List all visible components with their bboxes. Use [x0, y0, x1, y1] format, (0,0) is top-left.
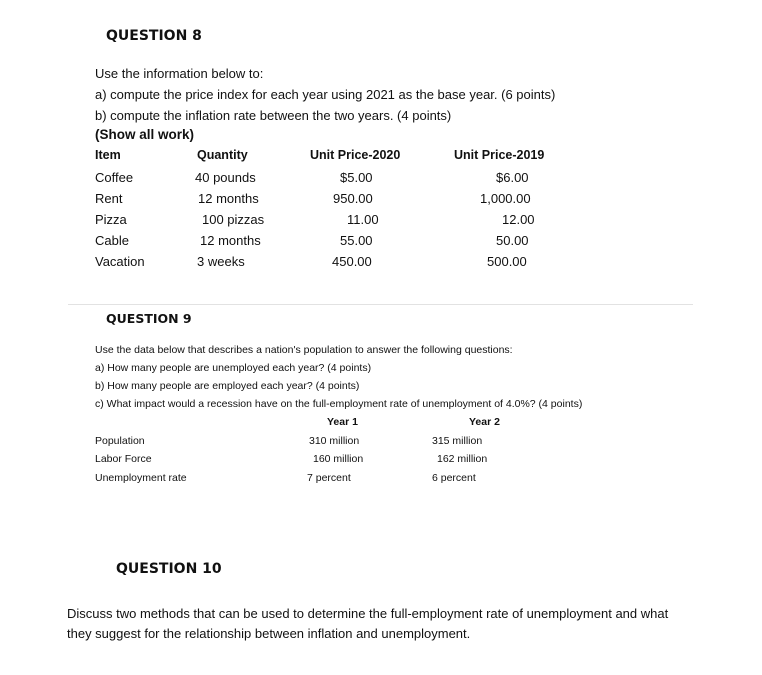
q8-row-coffee-2019: $6.00 — [496, 170, 529, 185]
q9-row-population-label: Population — [95, 435, 145, 447]
q8-header-price-2019: Unit Price-2019 — [454, 148, 545, 162]
q8-row-cable-2019: 50.00 — [496, 233, 529, 248]
q8-row-pizza-2020: 11.00 — [347, 212, 379, 227]
q8-row-rent-2019: 1,000.00 — [480, 191, 531, 206]
question-9-title: QUESTION 9 — [106, 311, 192, 326]
q9-row-labor-force-y2: 162 million — [437, 453, 488, 465]
q8-row-rent-2020: 950.00 — [333, 191, 373, 206]
q8-row-cable-qty: 12 months — [200, 233, 261, 248]
q9-intro: Use the data below that describes a nation's population to answer the following questions: — [95, 344, 513, 356]
q8-header-quantity: Quantity — [197, 148, 248, 162]
q9-row-unemployment-y1: 7 percent — [307, 472, 351, 484]
q9-part-b: b) How many people are employed each year? (4 points) — [95, 380, 360, 392]
q8-row-pizza-item: Pizza — [95, 212, 127, 227]
q9-row-population-y2: 315 million — [432, 435, 483, 447]
q10-line-2: they suggest for the relationship between inflation and unemployment. — [67, 626, 471, 641]
q8-row-cable-2020: 55.00 — [340, 233, 373, 248]
q8-row-rent-item: Rent — [95, 191, 123, 206]
q8-row-vacation-qty: 3 weeks — [197, 254, 245, 269]
q8-row-vacation-item: Vacation — [95, 254, 145, 269]
q8-row-coffee-qty: 40 pounds — [195, 170, 256, 185]
q9-row-population-y1: 310 million — [309, 435, 360, 447]
q9-row-unemployment-y2: 6 percent — [432, 472, 476, 484]
q10-line-1: Discuss two methods that can be used to determine the full-employment rate of unemployment and what — [67, 606, 669, 621]
q8-part-b: b) compute the inflation rate between the two years. (4 points) — [95, 108, 452, 123]
question-10-title: QUESTION 10 — [116, 561, 222, 577]
q8-row-rent-qty: 12 months — [198, 191, 259, 206]
q8-header-price-2020: Unit Price-2020 — [310, 148, 401, 162]
q8-row-pizza-2019: 12.00 — [502, 212, 535, 227]
q8-row-vacation-2020: 450.00 — [332, 254, 372, 269]
q8-header-item: Item — [95, 148, 121, 162]
q8-row-cable-item: Cable — [95, 233, 129, 248]
q8-row-coffee-2020: $5.00 — [340, 170, 373, 185]
q8-row-pizza-qty: 100 pizzas — [202, 212, 265, 227]
q8-part-a: a) compute the price index for each year using 2021 as the base year. (6 points) — [95, 87, 556, 102]
q9-row-unemployment-label: Unemployment rate — [95, 472, 187, 484]
q8-row-vacation-2019: 500.00 — [487, 254, 527, 269]
q9-row-labor-force-label: Labor Force — [95, 453, 152, 465]
q8-row-coffee-item: Coffee — [95, 170, 134, 185]
question-8-title: QUESTION 8 — [106, 28, 202, 44]
q9-header-year-2: Year 2 — [469, 416, 500, 428]
q9-header-year-1: Year 1 — [327, 416, 358, 428]
q9-part-a: a) How many people are unemployed each year? (4 points) — [95, 362, 372, 374]
q8-show-work: (Show all work) — [95, 127, 195, 142]
q9-row-labor-force-y1: 160 million — [313, 453, 364, 465]
q8-intro: Use the information below to: — [95, 66, 264, 81]
q9-part-c: c) What impact would a recession have on the full-employment rate of unemployment of 4.0%? (4 points) — [95, 398, 583, 410]
section-divider — [68, 304, 693, 305]
